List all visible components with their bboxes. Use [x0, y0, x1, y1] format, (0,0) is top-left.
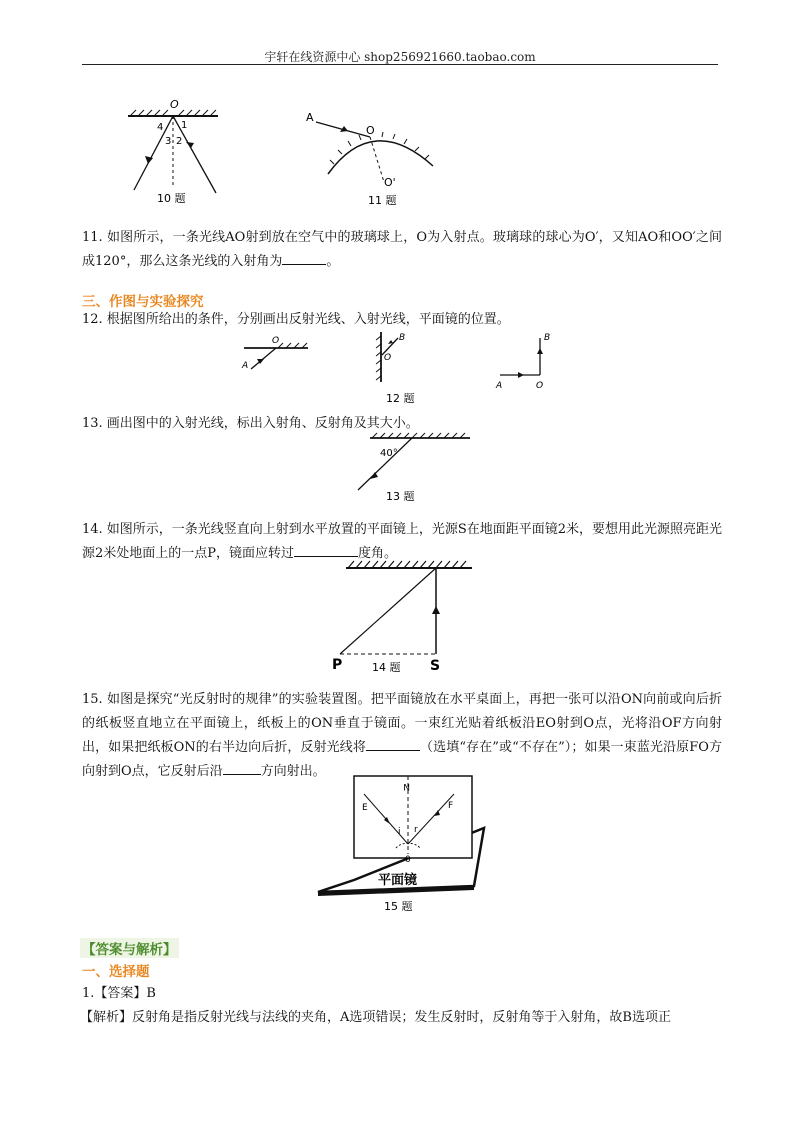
fig15-f: F: [448, 801, 454, 811]
answer-1: 1.【答案】B: [82, 986, 156, 1001]
fig12-caption: 12 题: [386, 392, 415, 404]
fig15-i: i: [398, 827, 401, 837]
figure-15: [314, 774, 490, 914]
fig12-b3: B: [544, 333, 551, 343]
fig10-caption: 10 题: [157, 192, 186, 205]
fig10-n3: 3: [165, 136, 172, 147]
q15-text3: 方向射出。: [260, 764, 326, 779]
question-15: [82, 688, 722, 784]
fig10-n4: 4: [157, 122, 164, 133]
question-13: 13. 画出图中的入射光线，标出入射角、反射角及其大小。: [82, 416, 419, 431]
answers-title: 【答案与解析】: [80, 938, 179, 958]
fig11-caption: 11 题: [368, 194, 397, 207]
question-11: [82, 226, 722, 274]
fig11-label-o2: O': [384, 176, 396, 189]
q15-blank-2[interactable]: [223, 760, 261, 775]
fig15-n: N: [403, 781, 410, 791]
page-header: 宇轩在线资源中心 shop256921660.taobao.com: [264, 50, 536, 64]
fig10-label-o: O: [170, 98, 179, 111]
fig13-angle: 40°: [380, 448, 398, 459]
figure-11: [298, 104, 448, 208]
q15-text1: 15. 如图是探究“光反射时的规律”的实验装置图。把平面镜放在水平桌面上，再把一张可以沿ON向前或向后折的纸板竖直地立在平面镜上，纸板上的ON垂直于镜面。一束红光贴着纸板沿EO射到O点，光将沿OF方向射出，如果把纸板ON的右半边向后折，反射光线将: [82, 692, 722, 755]
fig12-b: B: [399, 333, 406, 343]
fig10-n1: 1: [181, 120, 188, 131]
q14-end: 度角。: [358, 546, 398, 561]
question-12: 12. 根据图所给出的条件，分别画出反射光线、入射光线，平面镜的位置。: [82, 312, 510, 327]
fig11-label-o: O: [366, 124, 375, 137]
answer-1-explanation: 【解析】反射角是指反射光线与法线的夹角，A选项错误；发生反射时，反射角等于入射角，故B选项正: [80, 1010, 671, 1025]
fig15-e: E: [362, 803, 368, 813]
fig15-r: r: [414, 825, 418, 835]
fig12-o2: O: [384, 353, 392, 363]
fig12-o: O: [272, 336, 280, 346]
q14-blank[interactable]: [294, 542, 358, 557]
fig13-caption: 13 题: [386, 490, 415, 503]
fig15-o: 0: [405, 855, 411, 865]
section-3-title: 三、作图与实验探究: [82, 294, 204, 310]
fig14-s: S: [430, 658, 441, 674]
q11-text: 11. 如图所示，一条光线AO射到放在空气中的玻璃球上，O为入射点。玻璃球的球心为O′，又知AO和OO′之间成120°，那么这条光线的入射角为: [82, 230, 722, 269]
fig14-caption: 14 题: [372, 661, 401, 674]
figure-10: [118, 98, 238, 206]
q11-blank[interactable]: [282, 250, 326, 265]
q11-end: 。: [326, 254, 340, 269]
fig12-a3: A: [496, 381, 503, 391]
fig12-o3: O: [536, 381, 544, 391]
fig11-label-a: A: [306, 111, 314, 124]
q14-text: 14. 如图所示，一条光线竖直向上射到水平放置的平面镜上，光源S在地面距平面镜2米，要想用此光源照亮距光源2米处地面上的一点P，镜面应转过: [82, 522, 722, 561]
fig15-mirror-label: 平面镜: [378, 873, 418, 888]
fig12-a: A: [242, 361, 249, 371]
fig15-caption: 15 题: [384, 900, 413, 913]
figure-13: [350, 430, 480, 504]
q15-text2: （选填“存在”或“不存在”）；如果一束蓝光沿原FO方向射到O点，它反射后沿: [82, 740, 722, 779]
figure-14: [326, 558, 478, 678]
fig10-n2: 2: [176, 136, 183, 147]
q15-blank-1[interactable]: [366, 736, 420, 751]
answers-section-1: 一、选择题: [82, 964, 150, 980]
header-rule: [82, 64, 718, 65]
figure-12: [236, 330, 556, 404]
fig14-p: P: [332, 657, 343, 673]
